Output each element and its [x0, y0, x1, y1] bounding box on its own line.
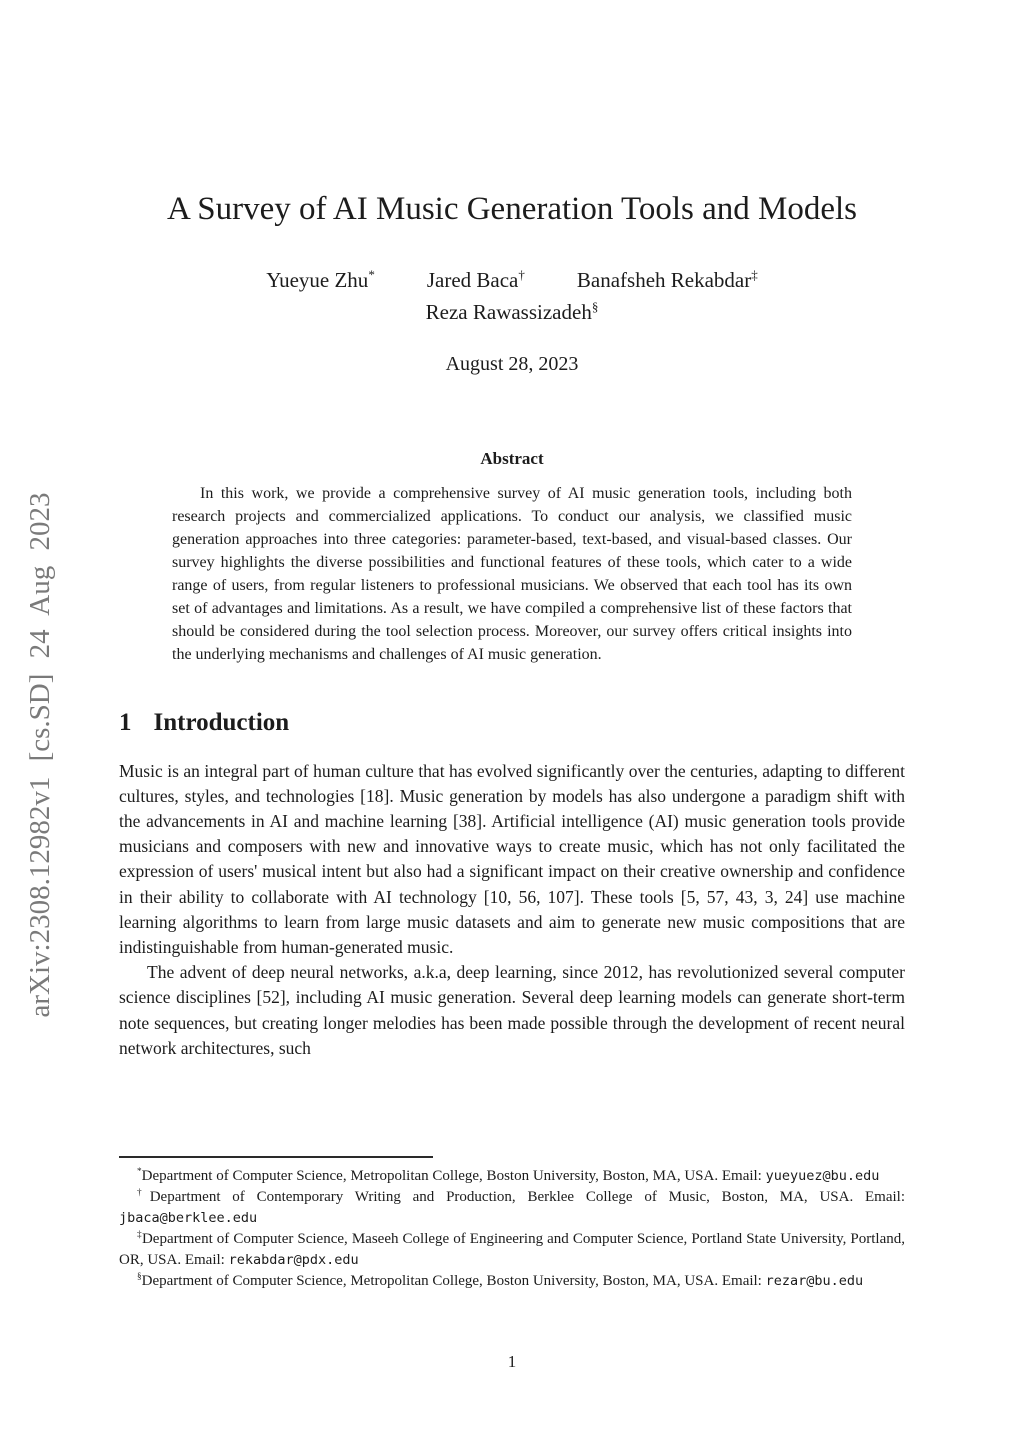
abstract-text: In this work, we provide a comprehensive survey of AI music generation tools, including both research projects and commercialized applications. To conduct our analysis, we classified music generation approaches into three categories: parameter-based, text-based, and visual-based classes. Our survey highlights the diverse possibilities and functional features of these tools, which cater to a wide range of users, from regular listeners to professional musicians. We observed that each tool has its own set of advantages and limitations. As a result, we have compiled a comprehensive list of these factors that should be considered during the tool selection process. Moreover, our survey offers critical insights into the underlying mechanisms and challenges of AI music generation. — [172, 484, 852, 663]
paper-date: August 28, 2023 — [445, 352, 579, 375]
introduction-body — [119, 738, 905, 1090]
author-list-row-2 — [0, 298, 1024, 326]
arxiv-watermark: arXiv:2308.12982v1 [cs.SD] 24 Aug 2023 — [24, 492, 56, 1018]
intro-paragraph-1: Music is an integral part of human culture that has evolved significantly over the centuries, adapting to different cultures, styles, and technologies [18]. Music generation by models has also undergone a paradigm shift with the advancements in AI and machine learning [38]. Artificial intelligence (AI) music generation tools provide musicians and composers with new and innovative ways to create music, which has not only facilitated the expression of users' musical intent but also had a significant impact on their creative ownership and confidence in their ability to collaborate with AI technology [10, 56, 107]. These tools [5, 57, 43, 3, 24] use machine learning algorithms to learn from large music datasets and aim to generate new music compositions that are indistinguishable from human-generated music. — [119, 760, 905, 958]
footnotes-section — [119, 1156, 905, 1292]
author-list — [0, 266, 1024, 294]
footnote-text: Department of Computer Science, Metropolitan College, Boston University, Boston, MA, USA. Email: — [141, 1168, 766, 1184]
footnote-email: rekabdar@pdx.edu — [228, 1252, 359, 1268]
abstract-heading: Abstract — [480, 448, 544, 468]
footnote-3 — [119, 1229, 905, 1271]
footnote-marker: * — [137, 1167, 142, 1177]
author-name: Banafsheh Rekabdar — [576, 267, 752, 292]
author-reza-rawassizadeh — [426, 300, 599, 324]
footnote-email: rezar@bu.edu — [765, 1273, 864, 1289]
author-name: Jared Baca — [426, 267, 519, 292]
author-name: Reza Rawassizadeh — [425, 299, 592, 324]
author-marker: ‡ — [751, 266, 758, 282]
author-jared-baca — [427, 266, 525, 294]
page-number: 1 — [507, 1352, 517, 1371]
paper-title: A Survey of AI Music Generation Tools and Models — [166, 191, 857, 227]
footnote-email: jbaca@berklee.edu — [119, 1210, 258, 1226]
author-banafsheh-rekabdar — [577, 266, 758, 294]
author-yueyue-zhu — [266, 266, 375, 294]
section-number: 1 — [119, 708, 132, 736]
footnote-1 — [119, 1166, 905, 1187]
footnote-text: Department of Computer Science, Metropolitan College, Boston University, Boston, MA, USA. Email: — [141, 1273, 766, 1289]
footnote-marker: ‡ — [137, 1230, 142, 1240]
footnote-email: yueyuez@bu.edu — [765, 1168, 880, 1184]
intro-paragraph-2: The advent of deep neural networks, a.k.a, deep learning, since 2012, has revolutionized several computer science disciplines [52], including AI music generation. Several deep learning models can generate short-term note sequences, but creating longer melodies has been made possible through the development of recent neural network architectures, such — [119, 962, 905, 1058]
footnote-4 — [119, 1271, 905, 1292]
author-marker: † — [518, 266, 525, 282]
footnote-marker: † — [137, 1188, 150, 1198]
footnote-text: Department of Computer Science, Maseeh College of Engineering and Computer Science, Portland State University, Portland, OR, USA. Email: — [119, 1231, 905, 1268]
footnote-rule — [119, 1156, 433, 1158]
footnote-text: Department of Contemporary Writing and Production, Berklee College of Music, Boston, MA, USA. Email: — [149, 1189, 905, 1205]
section-title: Introduction — [153, 708, 290, 736]
author-name: Yueyue Zhu — [266, 267, 369, 292]
author-marker: § — [591, 298, 599, 314]
footnote-marker: § — [137, 1272, 142, 1282]
footnote-2 — [119, 1187, 905, 1229]
abstract-section — [172, 448, 852, 666]
section-heading-introduction — [119, 708, 905, 738]
author-marker: * — [368, 266, 375, 282]
